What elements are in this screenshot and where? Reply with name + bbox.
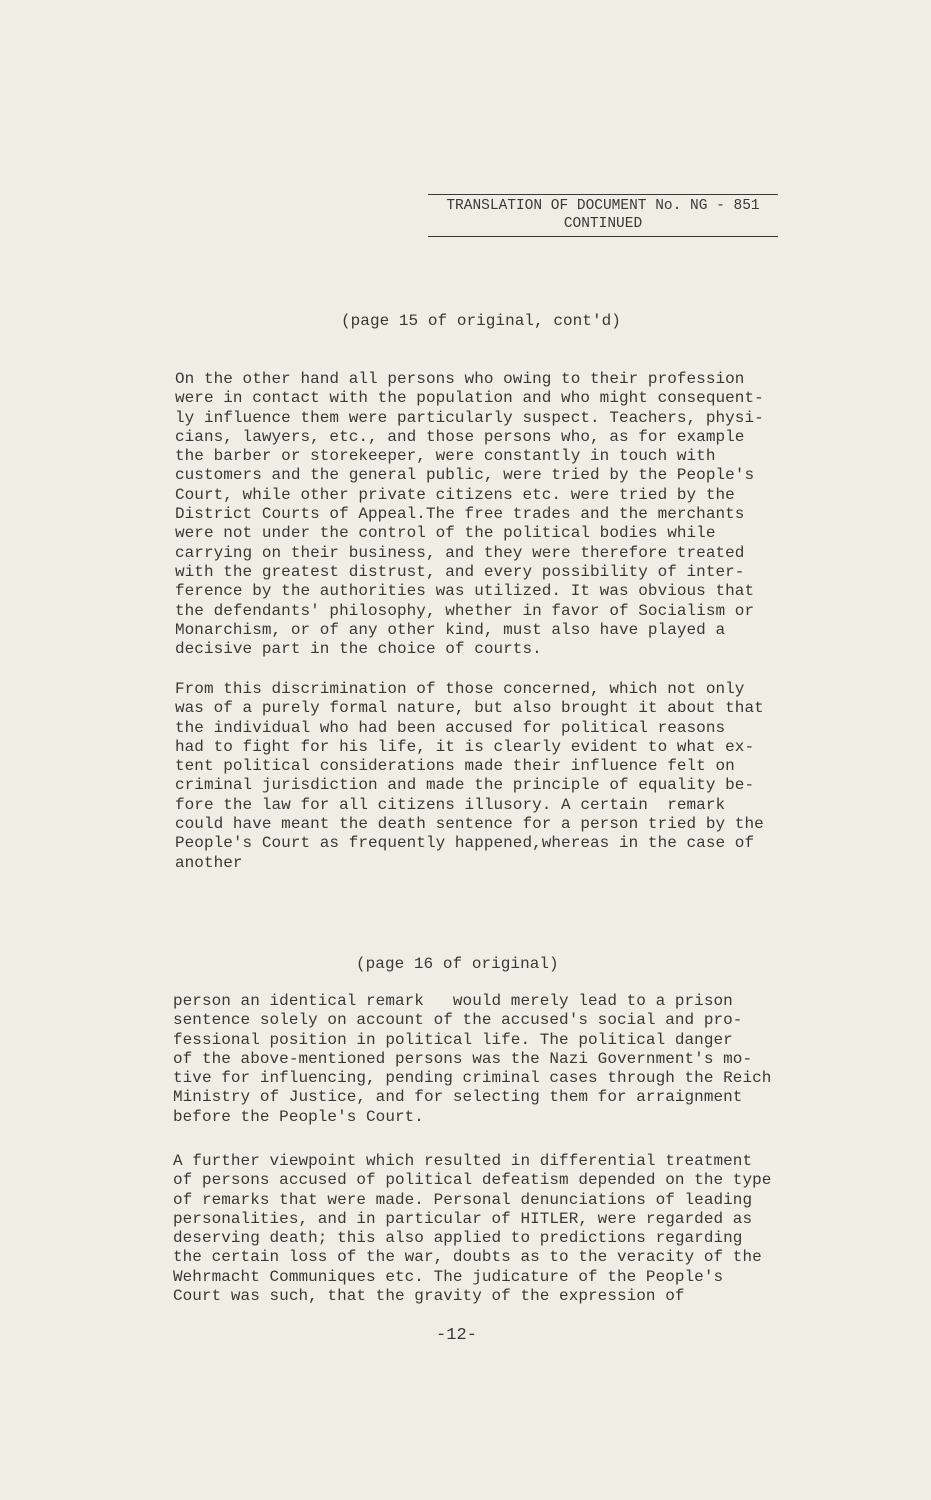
- text-line: were not under the control of the political bodies while: [175, 524, 716, 543]
- page-marker-15: (page 15 of original, cont'd): [341, 312, 621, 330]
- document-subtitle: CONTINUED: [428, 215, 778, 237]
- text-line: the certain loss of the war, doubts as to the veracity of the: [173, 1248, 762, 1267]
- text-line: People's Court as frequently happened,whereas in the case of: [175, 834, 755, 853]
- text-line: Wehrmacht Communiques etc. The judicature of the People's: [173, 1267, 724, 1286]
- text-line: of the above-mentioned persons was the Nazi Government's mo-: [173, 1049, 753, 1068]
- text-line: were in contact with the population and who might consequent-: [175, 389, 764, 408]
- text-line: tive for influencing, pending criminal cases through the Reich: [173, 1069, 772, 1088]
- text-line: carrying on their business, and they were therefore treated: [175, 543, 745, 562]
- text-line: tent political considerations made their influence felt on: [175, 757, 735, 776]
- text-line: decisive part in the choice of courts.: [175, 640, 542, 659]
- text-line: criminal jurisdiction and made the principle of equality be-: [175, 776, 755, 795]
- text-line: another: [175, 853, 243, 872]
- page-marker-16: (page 16 of original): [356, 955, 559, 973]
- text-line: with the greatest distrust, and every possibility of inter-: [175, 562, 745, 581]
- text-line: fore the law for all citizens illusory. A certain remark: [175, 795, 726, 814]
- text-line: From this discrimination of those concerned, which not only: [175, 680, 745, 698]
- paragraph-1: [175, 370, 764, 659]
- text-line: fessional position in political life. The political danger: [173, 1030, 733, 1049]
- text-line: On the other hand all persons who owing to their profession: [175, 370, 745, 388]
- text-line: the defendants' philosophy, whether in favor of Socialism or: [175, 601, 755, 620]
- text-line: Monarchism, or of any other kind, must also have played a: [175, 620, 726, 639]
- text-line: of remarks that were made. Personal denunciations of leading: [173, 1190, 753, 1209]
- text-line: customers and the general public, were tried by the People's: [175, 466, 755, 485]
- text-line: ference by the authorities was utilized. It was obvious that: [175, 582, 755, 601]
- text-line: Ministry of Justice, and for selecting them for arraignment: [173, 1088, 743, 1107]
- text-line: could have meant the death sentence for a person tried by the: [175, 815, 764, 834]
- text-line: District Courts of Appeal.The free trades and the merchants: [175, 505, 745, 524]
- text-line: before the People's Court.: [173, 1107, 424, 1126]
- text-line: deserving death; this also applied to predictions regarding: [173, 1229, 743, 1248]
- text-line: the individual who had been accused for political reasons: [175, 718, 726, 737]
- text-line: sentence solely on account of the accused's social and pro-: [173, 1011, 743, 1030]
- text-line: cians, lawyers, etc., and those persons who, as for example: [175, 427, 745, 446]
- text-line: Court, while other private citizens etc. were tried by the: [175, 485, 735, 504]
- document-title: TRANSLATION OF DOCUMENT No. NG - 851: [428, 194, 778, 215]
- text-line: had to fight for his life, it is clearly evident to what ex-: [175, 737, 755, 756]
- text-line: of persons accused of political defeatism depended on the type: [173, 1171, 772, 1190]
- paragraph-2: [175, 680, 764, 873]
- text-line: ly influence them were particularly suspect. Teachers, physi-: [175, 408, 764, 427]
- text-line: was of a purely formal nature, but also brought it about that: [175, 699, 764, 718]
- text-line: the barber or storekeeper, were constantly in touch with: [175, 447, 716, 466]
- paragraph-3: [173, 992, 771, 1127]
- text-line: Court was such, that the gravity of the expression of: [173, 1287, 685, 1306]
- paragraph-4: [173, 1152, 771, 1306]
- text-line: A further viewpoint which resulted in differential treatment: [173, 1152, 753, 1170]
- text-line: person an identical remark would merely lead to a prison: [173, 992, 733, 1010]
- document-header: [428, 194, 778, 237]
- text-line: personalities, and in particular of HITLER, were regarded as: [173, 1209, 753, 1228]
- page-number: -12-: [436, 1326, 478, 1345]
